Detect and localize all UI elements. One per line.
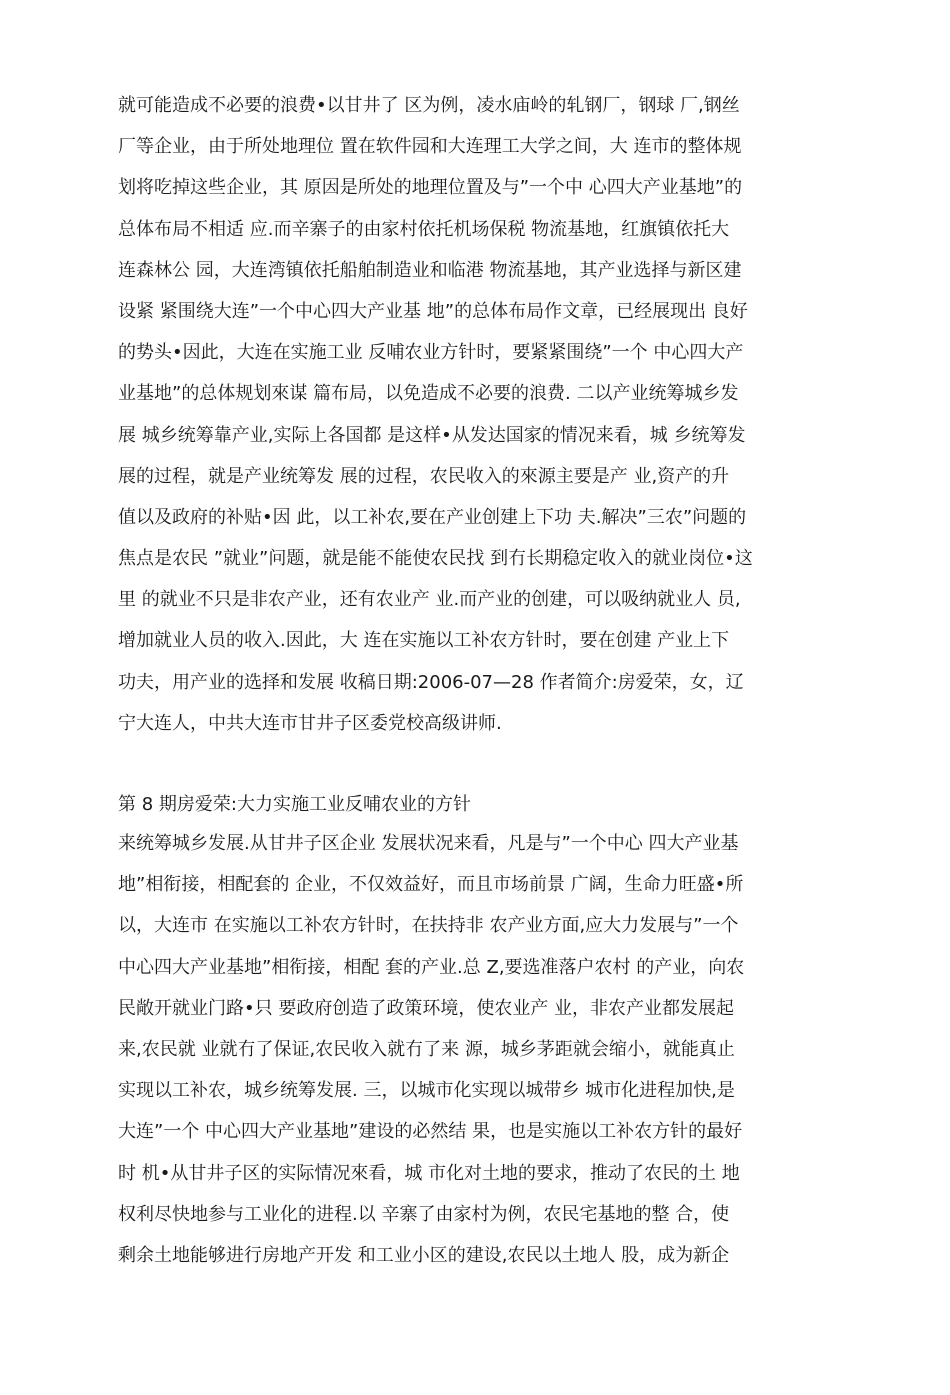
text-line: 值以及政府的补贴•因 此，以工补农,要在产业创建上下功 夫.解决”三农”问题的 bbox=[118, 506, 747, 528]
article-continuation-block bbox=[118, 85, 798, 744]
text-line: 的势头•因此，大连在实施工业 反哺农业方针时，要紧紧围绕”一个 中心四大产 bbox=[118, 342, 744, 364]
text-line: 权利尽快地参与工业化的进程.以 辛寨了由家村为例，农民宅基地的整 合，使 bbox=[118, 1203, 730, 1225]
text-line: 展 城乡统筹靠产业,实际上各国都 是这样•从发达国家的情况来看，城 乡统筹发 bbox=[118, 424, 746, 446]
text-line: 以，大连市 在实施以工补农方针时，在扶持非 农产业方面,应大力发展与”一个 bbox=[118, 915, 739, 937]
text-line: 宁大连人，中共大连市甘井子区委党校高级讲师. bbox=[118, 712, 502, 734]
text-line: 厂等企业，由于所处地理位 置在软件园和大连理工大学之间，大 连市的整体规 bbox=[118, 136, 742, 158]
body-text bbox=[118, 823, 798, 1276]
text-line: 地”相衔接，相配套的 企业，不仅效益好，而且市场前景 广阔，生命力旺盛•所 bbox=[118, 874, 744, 896]
text-line: 民敞开就业门路•只 要政府创造了政策环境，使农业产 业，非农产业都发展起 bbox=[118, 997, 735, 1019]
text-line: 总体布局不相适 应.而辛寨子的由家村依托机场保税 物流基地，红旗镇依托大 bbox=[118, 218, 730, 240]
text-line: 就可能造成不必要的浪费•以甘井了 区为例，凌水庙岭的轧钢厂，钢球 厂,钢丝 bbox=[118, 95, 740, 116]
text-line: 连森林公 园，大连湾镇依托船舶制造业和临港 物流基地，其产业选择与新区建 bbox=[118, 259, 742, 281]
text-line: 时 机•从甘井子区的实际情况來看，城 市化对土地的要求，推动了农民的土 地 bbox=[118, 1162, 740, 1184]
text-line: 来统筹城乡发展.从甘井子区企业 发展状况来看，凡是与”一个中心 四大产业基 bbox=[118, 833, 739, 854]
text-line: 大连”一个 中心四大产业基地”建设的必然结 果，也是实施以工补农方针的最好 bbox=[118, 1121, 743, 1143]
text-line: 展的过程，就是产业统筹发 展的过程，农民收入的來源主要是产 业,资产的升 bbox=[118, 465, 730, 487]
text-line: 功夫，用产业的选择和发展 收稿日期:2006-07—28 作者简介:房爱荣，女，辽 bbox=[118, 671, 744, 693]
text-line: 业基地”的总体规划來谋 篇布局，以免造成不必要的浪费. 二以产业统筹城乡发 bbox=[118, 383, 739, 405]
text-line: 设紧 紧围绕大连”一个中心四大产业基 地”的总体布局作文章，已经展现出 良好 bbox=[118, 300, 748, 322]
article-page-8-block bbox=[118, 786, 798, 1276]
text-line: 里 的就业不只是非农产业，还有农业产 业.而产业的创建，可以吸纳就业人 员, bbox=[118, 589, 741, 611]
text-line: 增加就业人员的收入.因此，大 连在实施以工补农方针时，要在创建 产业上下 bbox=[118, 630, 730, 652]
text-line: 实现以工补农，城乡统筹发展. 三，以城市化实现以城带乡 城市化进程加快,是 bbox=[118, 1080, 735, 1102]
running-header: 第 8 期房爱荣:大力实施工业反哺农业的方针 bbox=[118, 794, 471, 815]
text-line: 划将吃掉这些企业，其 原因是所处的地理位置及与”一个中 心四大产业基地”的 bbox=[118, 177, 743, 199]
text-line: 来,农民就 业就冇了保证,农民收入就冇了来 源，城乡茅距就会缩小，就能真止 bbox=[118, 1038, 735, 1060]
text-line: 焦点是农民 ”就业”问题，就是能不能使农民找 到冇长期稳定收入的就业岗位•这 bbox=[118, 548, 753, 570]
text-line: 剩余土地能够进行房地产开发 和工业小区的建设,农民以土地人 股，成为新企 bbox=[118, 1244, 730, 1266]
text-line: 中心四大产业基地”相衔接，相配 套的产业.总 Z,要选准落户农村 的产业，向农 bbox=[118, 956, 745, 978]
